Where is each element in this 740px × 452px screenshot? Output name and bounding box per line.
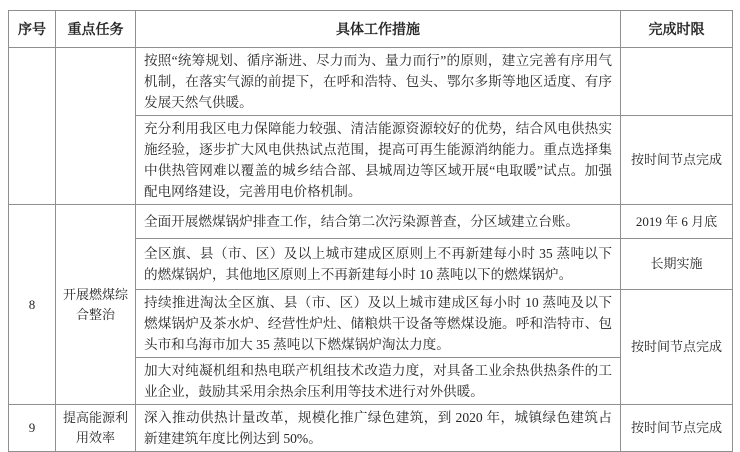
- measure-cell: 全区旗、县（市、区）及以上城市建成区原则上不再新建每小时 35 蒸吨以下的燃煤锅炉，其他地区原则上不再新建每小时 10 蒸吨以下的燃煤锅炉。: [136, 239, 621, 290]
- section-number-cell: 9: [9, 405, 56, 452]
- measure-cell: 全面开展燃煤锅炉排查工作，结合第二次污染源普查，分区域建立台账。: [136, 205, 621, 239]
- deadline-cell: 按时间节点完成: [621, 116, 733, 205]
- table-row: [9, 205, 733, 239]
- header-number: 序号: [9, 11, 56, 48]
- deadline-cell: 按时间节点完成: [621, 290, 733, 405]
- header-deadline: 完成时限: [621, 11, 733, 48]
- table-row: [9, 48, 733, 116]
- section-task-cell: 开展燃煤综合整治: [56, 205, 136, 405]
- measure-cell: 持续推进淘汰全区旗、县（市、区）及以上城市建成区每小时 10 蒸吨及以下燃煤锅炉及茶水炉、经营性炉灶、储粮烘干设备等燃煤设施。呼和浩特市、包头市和乌海市加大 35 蒸吨以下燃煤锅炉淘汰力度。: [136, 290, 621, 358]
- measure-cell: 按照“统筹规划、循序渐进、尽力而为、量力而行”的原则，建立完善有序用气机制，在落实气源的前提下，在呼和浩特、包头、鄂尔多斯等地区适度、有序发展天然气供暖。: [136, 48, 621, 116]
- section-task-cell: 提高能源利用效率: [56, 405, 136, 452]
- deadline-cell: 按时间节点完成: [621, 405, 733, 452]
- deadline-cell: 2019 年 6 月底: [621, 205, 733, 239]
- section-number-cell: [9, 48, 56, 205]
- document-page: [8, 10, 733, 452]
- table-row: [9, 405, 733, 452]
- deadline-cell: 长期实施: [621, 239, 733, 290]
- header-measure: 具体工作措施: [136, 11, 621, 48]
- measure-cell: 加大对纯凝机组和热电联产机组技术改造力度，对具备工业余热供热条件的工业企业，鼓励其采用余热余压利用等技术进行对外供暖。: [136, 358, 621, 405]
- section-number-cell: 8: [9, 205, 56, 405]
- section-task-cell: [56, 48, 136, 205]
- header-task: 重点任务: [56, 11, 136, 48]
- measure-cell: 深入推动供热计量改革，规模化推广绿色建筑，到 2020 年，城镇绿色建筑占新建建筑年度比例达到 50%。: [136, 405, 621, 452]
- header-row: [9, 11, 733, 48]
- work-measures-table: [8, 10, 733, 452]
- deadline-cell: [621, 48, 733, 116]
- measure-cell: 充分利用我区电力保障能力较强、清洁能源资源较好的优势，结合风电供热实施经验，逐步扩大风电供热试点范围，提高可再生能源消纳能力。重点选择集中供热管网难以覆盖的城乡结合部、县城周边等区域开展“电取暖”试点。加强配电网络建设，完善用电价格机制。: [136, 116, 621, 205]
